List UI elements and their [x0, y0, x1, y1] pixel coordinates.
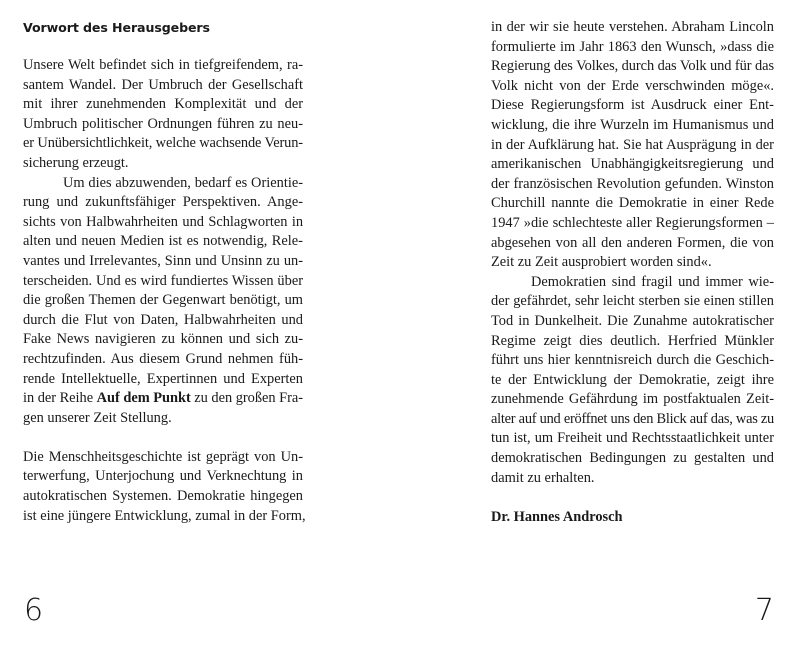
- text-line: Tod in Dunkelheit. Die Zunahme autokratischer: [491, 312, 774, 329]
- text-line: Regime zeigt dies deutlich. Herfried Münkler: [491, 332, 774, 349]
- text-line: vantes und Irrelevantes, Sinn und Unsinn zu un-: [23, 252, 304, 269]
- text-line: sichts von Halbwahrheiten und Schlagworten in: [23, 213, 304, 230]
- text-line: rende Intellektuelle, Expertinnen und Experten: [23, 370, 303, 387]
- text-line: Um dies abzuwenden, bedarf es Orientie-: [63, 174, 303, 191]
- series-line-post: zu den großen Fra-: [190, 390, 304, 407]
- series-line-pre: in der Reihe: [23, 390, 97, 407]
- text-line: Fake News navigieren zu können und sich zu-: [23, 331, 304, 348]
- text-line: in der wir sie heute verstehen. Abraham Lincoln: [491, 19, 774, 35]
- page-number-right: 7: [754, 593, 774, 628]
- text-line: ist eine jüngere Entwicklung, zumal in der Form,: [23, 507, 306, 524]
- text-line: die großen Themen der Gegenwart benötigt, um: [23, 292, 303, 309]
- paragraph-gap: [491, 488, 774, 508]
- text-line: Regierung des Volkes, durch das Volk und für das: [491, 58, 775, 75]
- text-line: der gefährdet, sehr leicht sterben sie einen stillen: [491, 293, 774, 310]
- text-line: terwerfung, Unterjochung und Verknechtung in: [23, 468, 304, 485]
- paragraph-gap: [23, 428, 306, 448]
- text-line: durch die Flut von Daten, Halbwahrheiten und: [23, 311, 303, 328]
- left-page-text: [23, 56, 306, 526]
- text-line: rechtzufinden. Aus diesem Grund nehmen füh-: [23, 350, 303, 367]
- text-line: alter auf und eröffnet uns den Blick auf das, was zu: [491, 410, 775, 427]
- text-line: Diese Regierungsform ist Ausdruck einer Ent-: [491, 97, 774, 114]
- text-line: sicherung erzeugt.: [23, 154, 129, 171]
- text-line: terscheiden. Und es wird fundiertes Wissen über: [23, 272, 303, 289]
- section-heading: Vorwort des Herausgebers: [23, 20, 210, 35]
- series-name: Auf dem Punkt: [96, 390, 191, 407]
- text-line-series: [23, 389, 306, 409]
- text-line: amerikanischen Unabhängigkeitsregierung und: [491, 156, 774, 173]
- text-line: alten und neuen Medien ist es notwendig, Rele-: [23, 233, 303, 250]
- text-line: Unsere Welt befindet sich in tiefgreifendem, ra-: [23, 57, 304, 73]
- text-line: demokratischen Bedingungen zu gestalten und: [491, 450, 774, 467]
- text-line: abgesehen von all den anderen Formen, die von: [491, 234, 774, 251]
- text-line: te der Entwicklung der Demokratie, zeigt ihre: [491, 371, 774, 388]
- signature: Dr. Hannes Androsch: [491, 508, 623, 525]
- text-line: wicklung, die ihre Wurzeln im Humanismus und: [491, 116, 775, 133]
- text-line: rung und zukunftsfähiger Perspektiven. Ange-: [23, 194, 304, 211]
- text-line: der französischen Revolution gefunden. Winston: [491, 175, 774, 192]
- text-line: in der Aufklärung hat. Sie hat Ausprägung in der: [491, 136, 774, 153]
- right-page-text: [491, 18, 774, 527]
- text-line: Volk nicht von der Erde verschwinden möge«.: [491, 77, 774, 94]
- text-line: autokratischen Systemen. Demokratie hingegen: [23, 488, 303, 505]
- text-line: Zeit zu Zeit ausprobiert worden sind«.: [491, 254, 712, 271]
- page-number-left: 6: [24, 593, 44, 628]
- text-line: er Unübersichtlichkeit, welche wachsende Verun-: [23, 135, 303, 152]
- text-line: formulierte im Jahr 1863 den Wunsch, »dass die: [491, 38, 775, 55]
- text-line: Demokratien sind fragil und immer wie-: [531, 273, 774, 290]
- text-line: mit ihrer zunehmenden Komplexität und der: [23, 96, 304, 113]
- text-line: Churchill nannte die Demokratie in einer Rede: [491, 195, 775, 212]
- text-line: 1947 »die schlechteste aller Regierungsformen –: [491, 214, 774, 231]
- text-line: Umbruch politischer Ordnungen führen zu neu-: [23, 115, 303, 132]
- text-line: tun ist, um Freiheit und Rechtsstaatlichkeit unter: [491, 430, 774, 447]
- text-line: zunehmende Gefährdung im postfaktualen Zeit-: [491, 391, 775, 408]
- text-line: Die Menschheitsgeschichte ist geprägt von Un-: [23, 448, 304, 465]
- left-page: [0, 0, 398, 648]
- text-line: damit zu erhalten.: [491, 469, 595, 486]
- text-line: gen unserer Zeit Stellung.: [23, 409, 172, 426]
- text-line: führt uns hier kenntnisreich durch die Geschich-: [491, 352, 774, 369]
- text-line: santem Wandel. Der Umbruch der Gesellschaft: [23, 76, 304, 93]
- right-page: [399, 0, 797, 648]
